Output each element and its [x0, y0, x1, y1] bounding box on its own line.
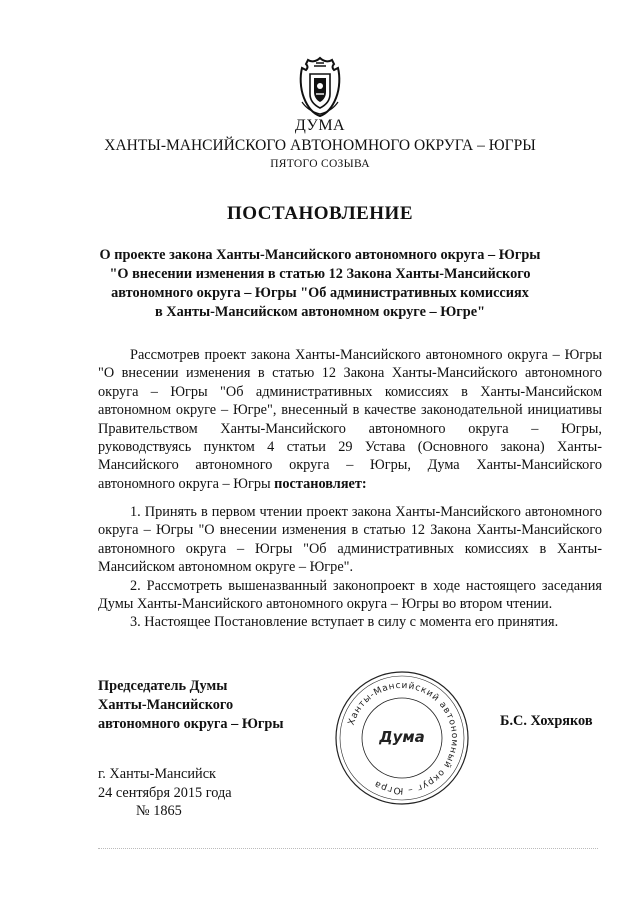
- subject-line: автономного округа – Югры "Об административных комиссиях: [111, 285, 529, 301]
- org-name: ДУМА: [294, 117, 346, 134]
- signer-title-line: автономного округа – Югры: [98, 716, 284, 732]
- seal-ring-text: Ханты-Мансийский автономный округ – Югра: [346, 680, 460, 796]
- resolution-item: 1. Принять в первом чтении проект закона Ханты-Мансийского автономного округа – Югры "О внесении изменения в статью 12 Закона Ханты-Мансийского автономного округа – Югры "Об административных комиссиях в Ханты-Мансийском автономном округе – Югре".: [98, 504, 602, 576]
- official-seal: [332, 668, 472, 808]
- subject-line: О проекте закона Ханты-Мансийского автономного округа – Югры: [99, 247, 541, 263]
- preamble-resolves: постановляет:: [274, 475, 367, 492]
- city: г. Ханты-Мансийск: [98, 766, 216, 782]
- resolution-item: 3. Настоящее Постановление вступает в силу с момента его принятия.: [130, 614, 559, 631]
- org-region: ХАНТЫ-МАНСИЙСКОГО АВТОНОМНОГО ОКРУГА – ЮГРЫ: [104, 137, 536, 154]
- document-number: № 1865: [136, 803, 182, 819]
- document-type: ПОСТАНОВЛЕНИЕ: [226, 203, 414, 224]
- signer-name: Б.С. Хохряков: [500, 713, 593, 729]
- preamble-paragraph: [98, 346, 602, 493]
- org-convocation: ПЯТОГО СОЗЫВА: [270, 158, 370, 170]
- signer-title-line: Ханты-Мансийского: [98, 697, 234, 713]
- subject-line: в Ханты-Мансийском автономном округе – Югре": [154, 304, 486, 320]
- seal-center-text: Дума: [379, 728, 425, 746]
- resolution-item: 2. Рассмотреть вышеназванный законопроект в ходе настоящего заседания Думы Ханты-Мансийского автономного округа – Югры во втором чтении.: [98, 577, 602, 613]
- preamble-text: Рассмотрев проект закона Ханты-Мансийского автономного округа – Югры "О внесении изменения в статью 12 Закона Ханты-Мансийского автономного округа – Югры "Об административных комиссиях в Ханты-Мансийском автономном округе – Югре", внесенный в качестве законодательной инициативы Правительством Ханты-Мансийского автономного округа – Югры, руководствуясь пунктом 4 статьи 29 Устава (Основного закона) Ханты-Мансийского автономного округа – Югры, Дума Ханты-Мансийского автономного округа – Югры: [98, 347, 602, 492]
- date: 24 сентября 2015 года: [98, 784, 232, 801]
- resolution-items: [98, 503, 602, 632]
- document-subject: [0, 246, 640, 322]
- subject-line: "О внесении изменения в статью 12 Закона Ханты-Мансийского: [109, 266, 531, 282]
- footer-divider: [98, 848, 598, 849]
- signer-title-line: Председатель Думы: [98, 678, 228, 694]
- coat-of-arms-icon: [296, 56, 344, 118]
- place-date-block: [98, 765, 232, 821]
- signer-title: [98, 677, 284, 734]
